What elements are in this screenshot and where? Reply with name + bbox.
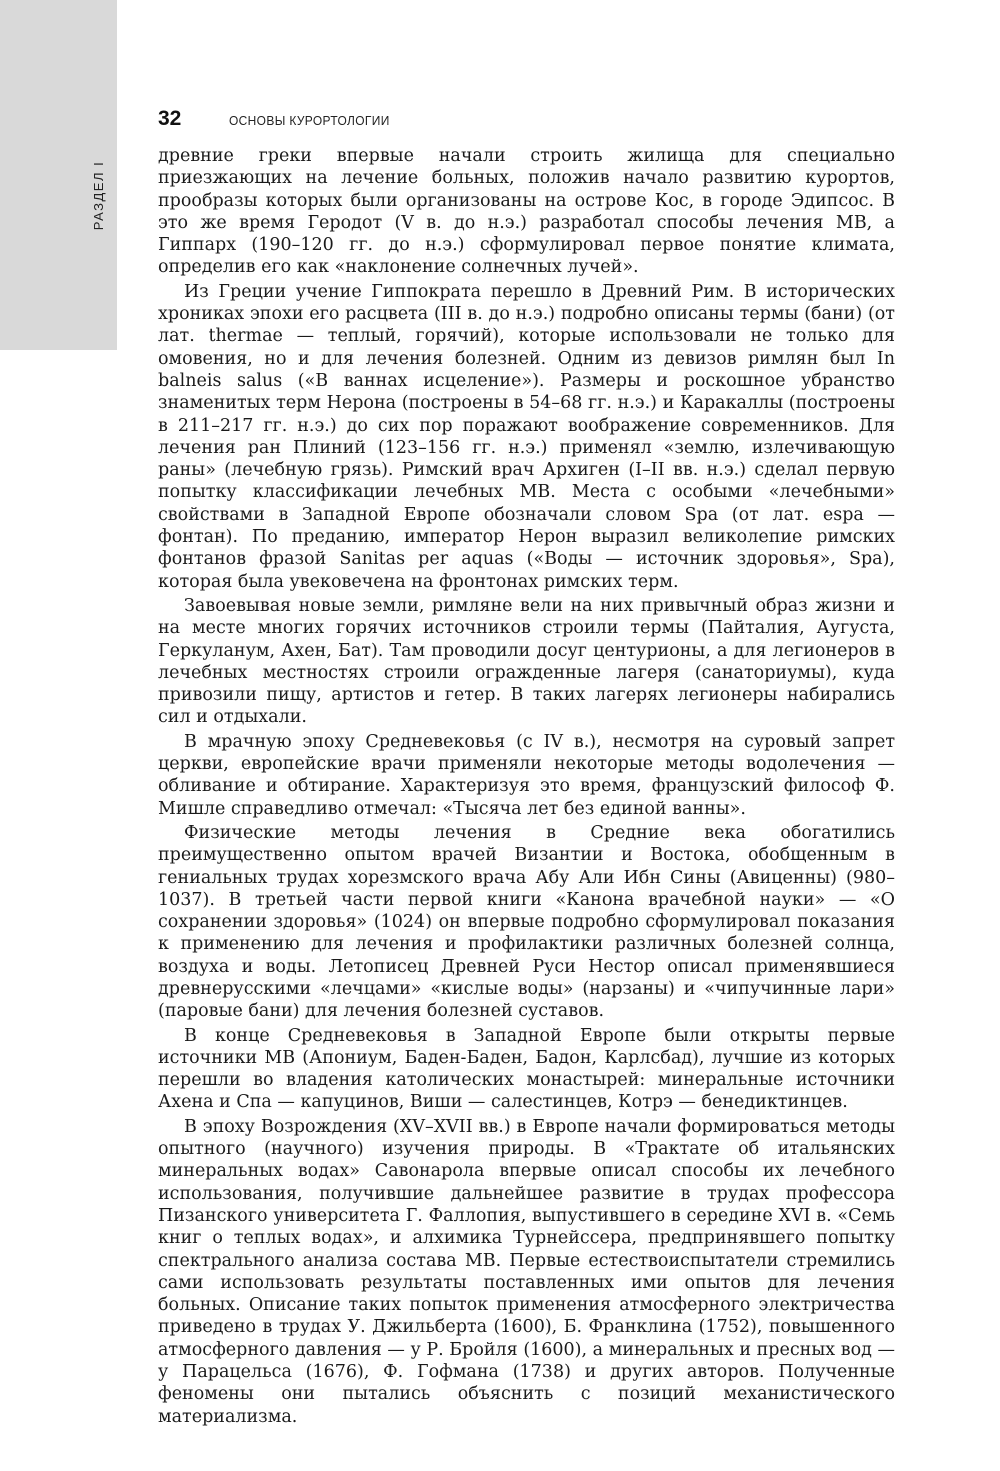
running-title: ОСНОВЫ КУРОРТОЛОГИИ: [229, 113, 391, 128]
body-text: [158, 145, 895, 1428]
page-header: [158, 107, 404, 137]
section-label: [84, 150, 114, 240]
paragraph: В мрачную эпоху Средневековья (с IV в.), несмотря на суровый запрет церкви, европейские врачи применяли некоторые методы водолечения — обливание и обтирание. Характеризуя это время, французский философ Ф. Мишле справедливо отмечал: «Тысяча лет без единой ванны».: [158, 731, 895, 819]
paragraph: Физические методы лечения в Средние века обогатились преимущественно опытом врачей Византии и Востока, обобщенным в гениальных трудах хорезмского врача Абу Али Ибн Сины (Авиценны) (980–1037). В третьей части первой книги «Канона врачебной науки» — «О сохранении здоровья» (1024) он впервые подробно сформулировал показания к применению для лечения и профилактики различных болезней солнца, воздуха и воды. Летописец Древней Руси Нестор описал применявшиеся древнерусскими «лечцами» «кислые воды» (нарзаны) и «чипучинные лари» (паровые бани) для лечения болезней суставов.: [158, 822, 895, 1022]
paragraph: Из Греции учение Гиппократа перешло в Древний Рим. В исторических хрониках эпохи его расцвета (III в. до н.э.) подробно описаны термы (бани) (от лат. thermae — теплый, горячий), которые использовали не только для омовения, но и для лечения болезней. Одним из девизов римлян был In balneis salus («В ваннах исцеление»). Размеры и роскошное убранство знаменитых терм Нерона (построены в 54–68 гг. н.э.) и Каракаллы (построены в 211–217 гг. н.э.) до сих пор поражают воображение современников. Для лечения ран Плиний (123–156 гг. н.э.) применял «землю, излечивающую раны» (лечебную грязь). Римский врач Архиген (I–II вв. н.э.) сделал первую попытку классификации лечебных МВ. Места с особыми «лечебными» свойствами в Западной Европе обозначали словом Spa (от лат. espa — фонтан). По преданию, император Нерон выразил великолепие римских фонтанов фразой Sanitas per aquas («Воды — источник здоровья», Spa), которая была увековечена на фронтонах римских терм.: [158, 281, 895, 592]
paragraph: Завоевывая новые земли, римляне вели на них привычный образ жизни и на месте многих горячих источников строили термы (Пайталия, Аугуста, Геркуланум, Ахен, Бат). Там проводили досуг центурионы, а для легионеров в лечебных местностях строили огражденные лагеря (санаториумы), куда привозили пищу, артистов и гетер. В таких лагерях легионеры набирались сил и отдыхали.: [158, 595, 895, 728]
paragraph: В эпоху Возрождения (XV–XVII вв.) в Европе начали формироваться методы опытного (научного) изучения природы. В «Трактате об итальянских минеральных водах» Савонарола впервые описал способы их лечебного использования, получившие дальнейшее развитие в трудах профессора Пизанского университета Г. Фаллопия, выпустившего в середине XVI в. «Семь книг о теплых водах», и алхимика Турнейссера, предпринявшего попытку спектрального анализа состава МВ. Первые естествоиспытатели стремились сами использовать результаты поставленных ими опытов для лечения больных. Описание таких попыток применения атмосферного электричества приведено в трудах У. Джильберта (1600), Б. Франклина (1752), повышенного атмосферного давления — у Р. Бройля (1600), а минеральных и пресных вод — у Парацельса (1676), Ф. Гофмана (1738) и других авторов. Полученные феномены они пытались объяснить с позиций механистического материализма.: [158, 1116, 895, 1427]
paragraph: древние греки впервые начали строить жилища для специально приезжающих на лечение больных, положив начало развитию курортов, прообразы которых были организованы на острове Кос, в городе Эдипсос. В это же время Геродот (V в. до н.э.) разработал способы лечения МВ, а Гиппарх (190–120 гг. до н.э.) сформулировал первое понятие климата, определив его как «наклонение солнечных лучей».: [158, 146, 895, 278]
paragraph: В конце Средневековья в Западной Европе были открыты первые источники МВ (Апониум, Баден-Баден, Бадон, Карлсбад), лучшие из которых перешли во владения католических монастырей: минеральные источники Ахена и Спа — капуцинов, Виши — салестинцев, Котрэ — бенедиктинцев.: [158, 1025, 895, 1113]
page-number: 32: [158, 107, 182, 130]
section-label-text: РАЗДЕЛ I: [91, 160, 107, 230]
